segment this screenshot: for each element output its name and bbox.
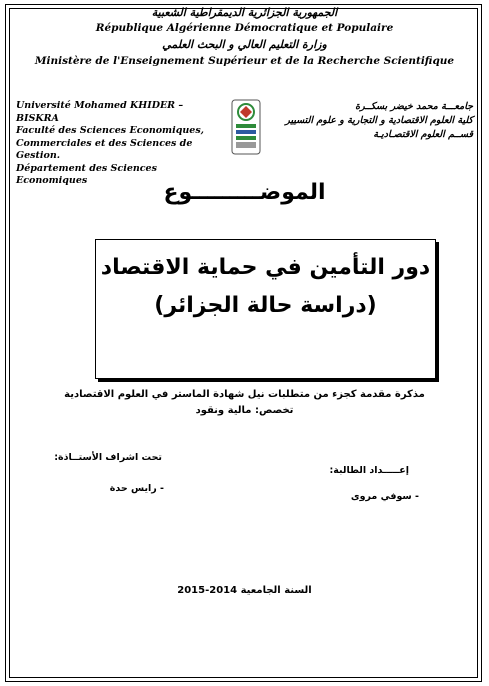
faculty-fr-line1: Faculté des Sciences Economiques, <box>16 125 204 136</box>
republic-fr: République Algérienne Démocratique et Populaire <box>95 22 394 34</box>
republic-ar: الجمهورية الجزائرية الديمقراطية الشعبية <box>151 6 338 19</box>
supervisor-name: - رايس حدة <box>109 483 164 494</box>
faculty-ar: كلية العلوم الاقتصادية و التجارية و علوم التسيير <box>285 115 473 126</box>
specialty: تخصص: مالية ونقود <box>195 405 294 416</box>
thesis-title-line1: دور التأمين في حماية الاقتصاد <box>100 255 431 280</box>
supervisor-label: تحت اشراف الأستــاذة: <box>54 452 162 463</box>
student-label: إعـــــداد الطالبة: <box>329 465 409 476</box>
faculty-fr-line2: Commerciales et des Sciences de Gestion. <box>16 137 193 161</box>
title-box <box>95 239 436 379</box>
university-logo <box>226 98 266 156</box>
university-fr: Université Mohamed KHIDER – BISKRA <box>16 100 184 124</box>
department-fr: Département des Sciences Economiques <box>16 162 157 186</box>
topic-label: الموضـــــــــوع <box>163 180 326 205</box>
ministry-fr: Ministère de l'Enseignement Supérieur et de la Recherche Scientifique <box>34 55 455 67</box>
student-name: - سوفي مروى <box>350 491 419 502</box>
university-ar: جامعـــة محمد خيضر بسكــرة <box>355 101 473 112</box>
institution-fr <box>16 100 216 188</box>
memo-text: مذكرة مقدمة كجزء من متطلبات نيل شهادة الماستر في العلوم الاقتصادية <box>64 389 425 400</box>
ministry-ar: وزارة التعليم العالي و البحث العلمي <box>162 38 327 51</box>
department-ar: قســم العلوم الاقتصـاديـة <box>373 129 473 140</box>
academic-year: السنة الجامعية 2014-2015 <box>177 585 312 596</box>
thesis-title-line2: (دراسة حالة الجزائر) <box>154 293 377 318</box>
institution-ar <box>273 100 473 142</box>
